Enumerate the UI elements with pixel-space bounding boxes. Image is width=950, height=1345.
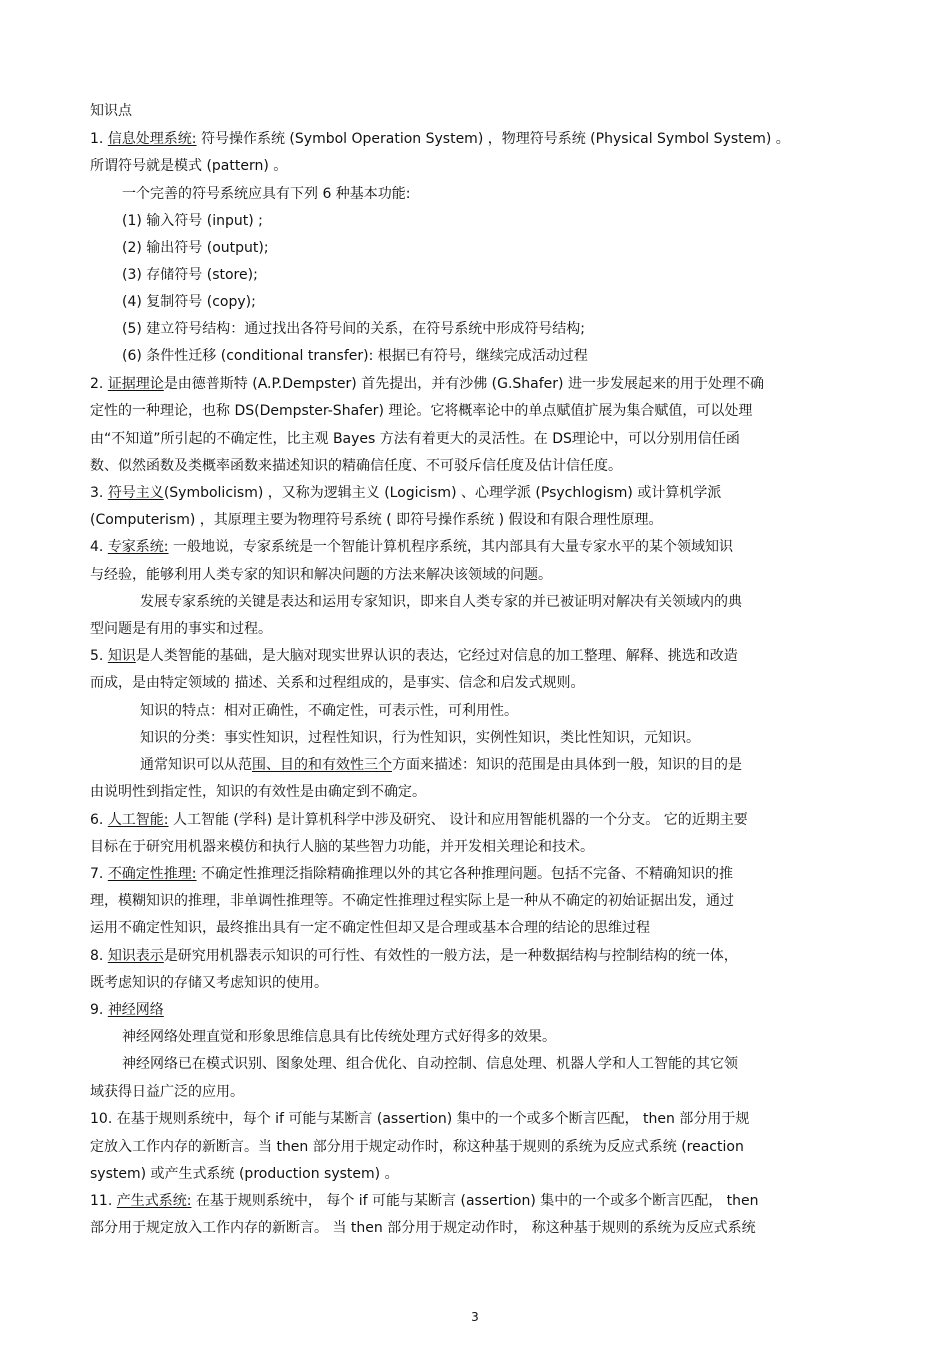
item-7-line-2: 理，模糊知识的推理，非单调性推理等。不确定性推理过程实际上是一种从不确定的初始证据出发，通过 — [90, 893, 734, 909]
item-8-line-1 — [90, 947, 738, 965]
term-symbolicism: 符号主义 — [107, 485, 164, 501]
item-number: 8. — [90, 948, 108, 964]
item-number: 4. — [90, 539, 108, 555]
item-text: 是研究用机器表示知识的可行性、有效性的一般方法，是一种数据结构与控制结构的统一体， — [163, 948, 738, 964]
item-11-line-1 — [90, 1192, 759, 1210]
item-7-line-3: 运用不确定性知识，最终推出具有一定不确定性但却又是合理或基本合理的结论的思维过程 — [90, 920, 650, 936]
item-text: 在基于规则系统中， 每个 if 可能与某断言 (assertion) 集中的一个或多个断言匹配， then — [191, 1193, 759, 1209]
item-3-line-2: (Computerism) ，其原理主要为物理符号系统 ( 即符号操作系统 ) 假设和有限合理性原理。 — [90, 512, 663, 528]
function-item-2: (2) 输出符号 (output); — [122, 240, 269, 256]
item-4-line-3: 发展专家系统的关键是表达和运用专家知识，即来自人类专家的并已被证明对解决有关领域内的典 — [140, 594, 742, 610]
item-7-line-1 — [90, 865, 733, 883]
item-text: 符号操作系统 (Symbol Operation System) ，物理符号系统 (Physical Symbol System) 。 — [196, 131, 790, 147]
item-text: 方面来描述：知识的范围是由具体到一般，知识的目的是 — [392, 757, 742, 773]
item-number: 6. — [90, 812, 108, 828]
term-production-system: 产生式系统: — [116, 1193, 192, 1209]
item-number: 5. — [90, 648, 108, 664]
item-text: 人工智能 (学科) 是计算机科学中涉及研究、 设计和应用智能机器的一个分支。 它的近期主要 — [168, 812, 748, 828]
section-title: 知识点 — [90, 103, 132, 119]
item-4-line-4: 型问题是有用的事实和过程。 — [90, 621, 272, 637]
item-1-line-3: 一个完善的符号系统应具有下列 6 种基本功能: — [122, 186, 411, 202]
item-11-line-2: 部分用于规定放入工作内存的新断言。 当 then 部分用于规定动作时， 称这种基于规则的系统为反应式系统 — [90, 1220, 756, 1236]
term-knowledge: 知识 — [107, 648, 136, 664]
term-expert-system: 专家系统: — [107, 539, 169, 555]
function-item-5: (5) 建立符号结构：通过找出各符号间的关系，在符号系统中形成符号结构; — [122, 321, 585, 337]
item-5-line-2: 而成，是由特定领域的 描述、关系和过程组成的，是事实、信念和启发式规则。 — [90, 675, 585, 691]
item-number: 2. — [90, 376, 108, 392]
item-text: (Symbolicism) ，又称为逻辑主义 (Logicism) 、心理学派 (Psychlogism) 或计算机学派 — [163, 485, 722, 501]
item-number: 3. — [90, 485, 108, 501]
item-2-line-3: 由“不知道”所引起的不确定性，比主观 Bayes 方法有着更大的灵活性。在 DS理论中，可以分别用信任函 — [90, 431, 740, 447]
item-text: 是由德普斯特 (A.P.Dempster) 首先提出，并有沙佛 (G.Shafer) 进一步发展起来的用于处理不确 — [163, 376, 764, 392]
item-text: 是人类智能的基础，是大脑对现实世界认识的表达，它经过对信息的加工整理、解释、挑选和改造 — [135, 648, 738, 664]
function-item-6: (6) 条件性迁移 (conditional transfer): 根据已有符号，继续完成活动过程 — [122, 348, 588, 364]
item-10-line-1: 10. 在基于规则系统中，每个 if 可能与某断言 (assertion) 集中的一个或多个断言匹配， then 部分用于规 — [90, 1111, 750, 1127]
item-4-line-2: 与经验，能够利用人类专家的知识和解决问题的方法来解决该领域的问题。 — [90, 567, 552, 583]
item-4-line-1 — [90, 538, 733, 556]
item-number: 9. — [90, 1002, 108, 1018]
function-item-4: (4) 复制符号 (copy); — [122, 294, 256, 310]
term-uncertain-reasoning: 不确定性推理: — [107, 866, 197, 882]
item-5-line-6: 由说明性到指定性，知识的有效性是由确定到不确定。 — [90, 784, 426, 800]
item-5-line-4: 知识的分类：事实性知识，过程性知识，行为性知识，实例性知识，类比性知识，元知识。 — [140, 730, 700, 746]
item-5-line-1 — [90, 647, 738, 665]
item-2-line-1 — [90, 375, 764, 393]
item-9-line-2: 神经网络处理直觉和形象思维信息具有比传统处理方式好得多的效果。 — [122, 1029, 556, 1045]
term-neural-network: 神经网络 — [107, 1002, 164, 1018]
item-10-line-2: 定放入工作内存的新断言。当 then 部分用于规定动作时，称这种基于规则的系统为反应式系统 (reaction — [90, 1139, 744, 1155]
term-info-processing-system: 信息处理系统: — [107, 131, 197, 147]
item-number: 11. — [90, 1193, 117, 1209]
item-1-line-1 — [90, 130, 790, 148]
function-item-3: (3) 存储符号 (store); — [122, 267, 258, 283]
item-9-line-4: 域获得日益广泛的应用。 — [90, 1084, 244, 1100]
item-text: 通常知识可以从范 — [140, 757, 252, 773]
term-knowledge-representation: 知识表示 — [107, 948, 164, 964]
function-item-1: (1) 输入符号 (input) ; — [122, 213, 263, 229]
item-6-line-1 — [90, 811, 748, 829]
item-text: 不确定性推理泛指除精确推理以外的其它各种推理问题。包括不完备、不精确知识的推 — [196, 866, 733, 882]
item-6-line-2: 目标在于研究用机器来模仿和执行人脑的某些智力功能，并开发相关理论和技术。 — [90, 839, 594, 855]
item-5-line-3: 知识的特点：相对正确性，不确定性，可表示性，可利用性。 — [140, 703, 518, 719]
item-2-line-2: 定性的一种理论，也称 DS(Dempster-Shafer) 理论。它将概率论中的单点赋值扩展为集合赋值，可以处理 — [90, 403, 753, 419]
page-number: 3 — [471, 1310, 479, 1324]
item-2-line-4: 数、似然函数及类概率函数来描述知识的精确信任度、不可驳斥信任度及估计信任度。 — [90, 458, 622, 474]
item-8-line-2: 既考虑知识的存储又考虑知识的使用。 — [90, 975, 328, 991]
term-evidence-theory: 证据理论 — [107, 376, 164, 392]
item-9-line-1 — [90, 1001, 164, 1019]
item-number: 1. — [90, 131, 108, 147]
item-text: 一般地说，专家系统是一个智能计算机程序系统，其内部具有大量专家水平的某个领域知识 — [168, 539, 733, 555]
item-9-line-3: 神经网络已在模式识别、图象处理、组合优化、自动控制、信息处理、机器人学和人工智能的其它领 — [122, 1056, 738, 1072]
item-number: 7. — [90, 866, 108, 882]
item-3-line-1 — [90, 484, 721, 502]
item-1-line-2: 所谓符号就是模式 (pattern) 。 — [90, 158, 288, 174]
item-10-line-3: system) 或产生式系统 (production system) 。 — [90, 1166, 399, 1182]
underlined-phrase: 围、目的和有效性三个 — [252, 757, 392, 773]
item-5-line-5 — [140, 756, 742, 774]
term-artificial-intelligence: 人工智能: — [107, 812, 169, 828]
